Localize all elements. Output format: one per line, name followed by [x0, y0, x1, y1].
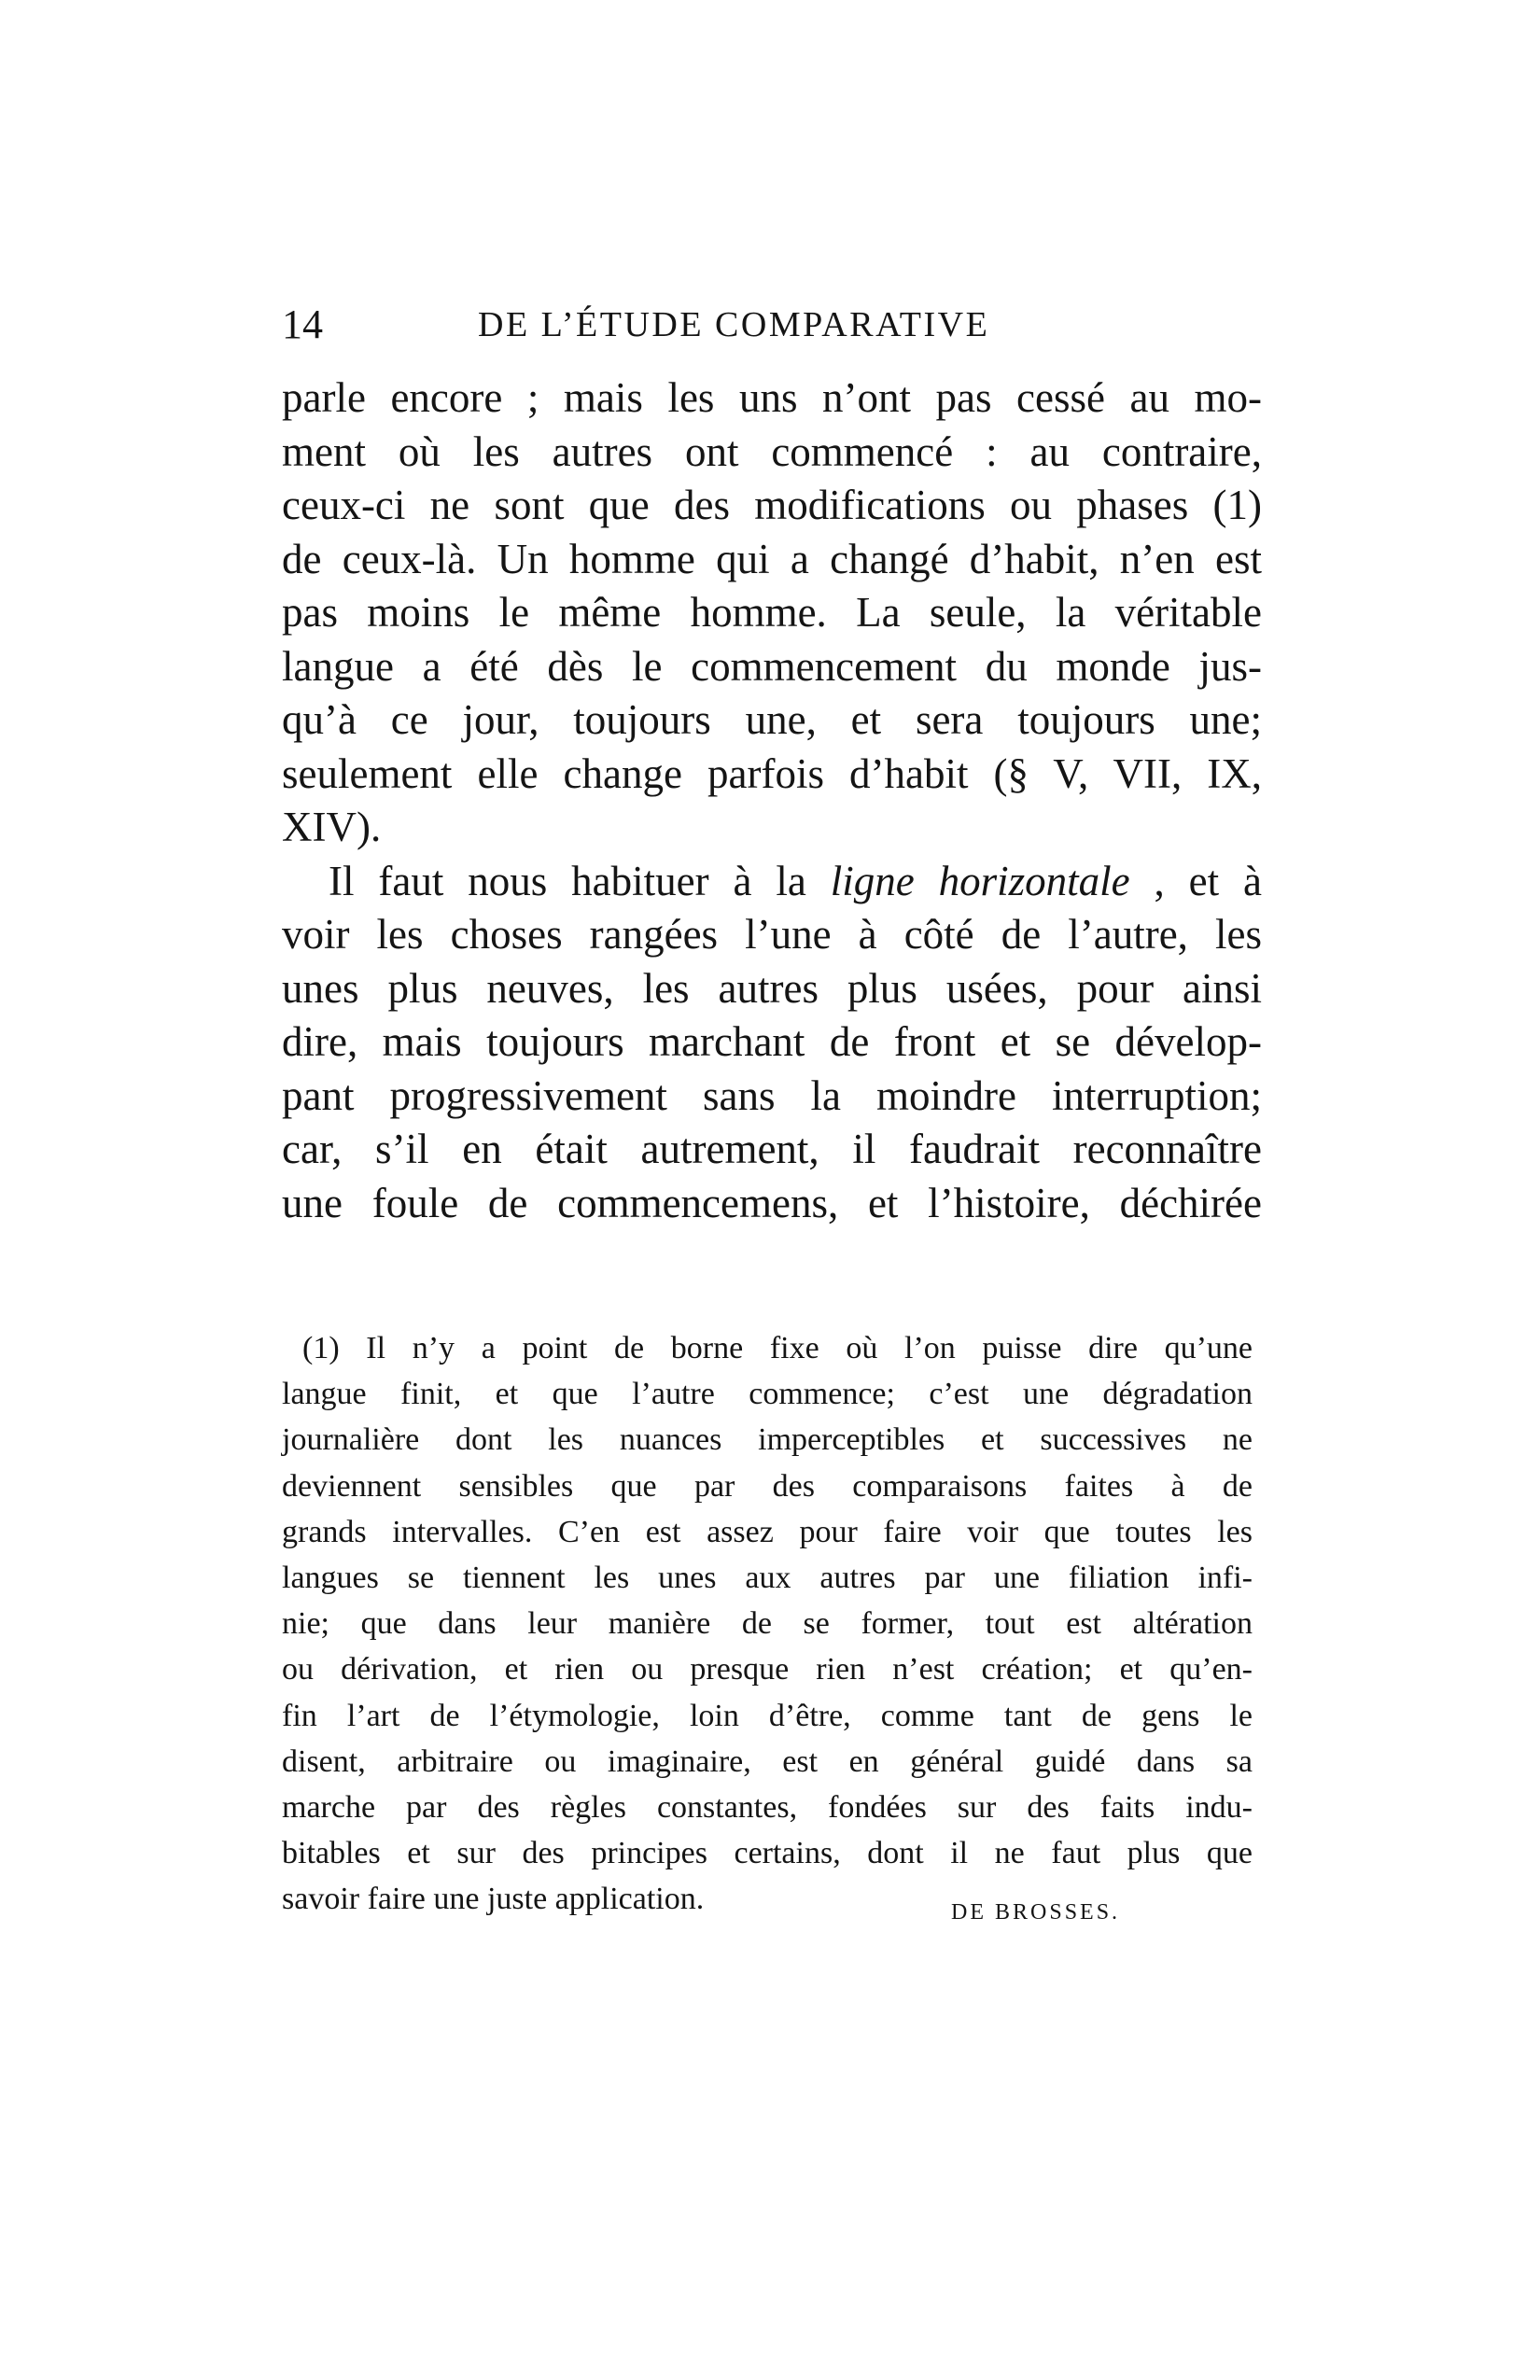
text-line: unes plus neuves, les autres plus usées, pour ainsi: [282, 964, 1262, 1012]
italic-term: ligne horizontale: [830, 857, 1130, 904]
footnote-line: bitables et sur des principes certains, dont il ne faut plus que: [282, 1836, 1253, 1871]
footnote-line: savoir faire une juste application.: [282, 1882, 705, 1917]
footnote-line: fin l’art de l’étymologie, loin d’être, comme tant de gens le: [282, 1698, 1253, 1733]
footnote-line: journalière dont les nuances imperceptibles et successives ne: [282, 1422, 1253, 1458]
text-line: langue a été dès le commencement du monde jus-: [282, 642, 1262, 690]
text-line: dire, mais toujours marchant de front et se dévelop-: [282, 1018, 1262, 1065]
footnote-line: langue finit, et que l’autre commence; c’est une dégradation: [282, 1377, 1253, 1412]
text-line: pas moins le même homme. La seule, la véritable: [282, 589, 1262, 636]
paragraph-start-line: [282, 855, 1262, 909]
footnote-signature: DE BROSSES.: [951, 1900, 1121, 1925]
text-line: de ceux-là. Un homme qui a changé d’habit, n’en est: [282, 535, 1262, 582]
footnote-line: disent, arbitraire ou imaginaire, est en général guidé dans sa: [282, 1743, 1253, 1779]
text-line: une foule de commencemens, et l’histoire, déchirée: [282, 1179, 1262, 1226]
page-number: 14: [282, 301, 323, 347]
footnote-line: langues se tiennent les unes aux autres par une filiation infi-: [282, 1560, 1253, 1595]
running-head: [282, 297, 1271, 353]
footnote-line: grands intervalles. C’en est assez pour faire voir que toutes les: [282, 1514, 1253, 1549]
footnote-line: ou dérivation, et rien ou presque rien n’est création; et qu’en-: [282, 1652, 1253, 1687]
text-line: pant progressivement sans la moindre interruption;: [282, 1071, 1262, 1119]
text-span: , et à: [1154, 857, 1263, 904]
text-line: voir les choses rangées l’une à côté de l’autre, les: [282, 911, 1262, 958]
footnote-line: deviennent sensibles que par des comparaisons faites à de: [282, 1468, 1253, 1504]
text-line: parle encore ; mais les uns n’ont pas cessé au mo-: [282, 374, 1262, 421]
text-line: car, s’il en était autrement, il faudrait reconnaître: [282, 1126, 1262, 1172]
footnote: [282, 1325, 1253, 1922]
text-line: XIV).: [282, 804, 382, 850]
text-line: seulement elle change parfois d’habit (§ V, VII, IX,: [282, 749, 1262, 797]
text-line: qu’à ce jour, toujours une, et sera toujours une;: [282, 696, 1262, 743]
main-text-block: [282, 371, 1262, 1230]
text-line: ment où les autres ont commencé : au contraire,: [282, 427, 1262, 475]
running-title: DE L’ÉTUDE COMPARATIVE: [478, 305, 990, 344]
text-span: Il faut nous habituer à la: [329, 857, 806, 904]
text-line: ceux-ci ne sont que des modifications ou phases (1): [282, 482, 1262, 528]
footnote-line: nie; que dans leur manière de se former, tout est altération: [282, 1606, 1253, 1642]
footnote-line: (1) Il n’y a point de borne fixe où l’on puisse dire qu’une: [302, 1331, 1253, 1365]
footnote-line: marche par des règles constantes, fondées sur des faits indu-: [282, 1789, 1253, 1825]
